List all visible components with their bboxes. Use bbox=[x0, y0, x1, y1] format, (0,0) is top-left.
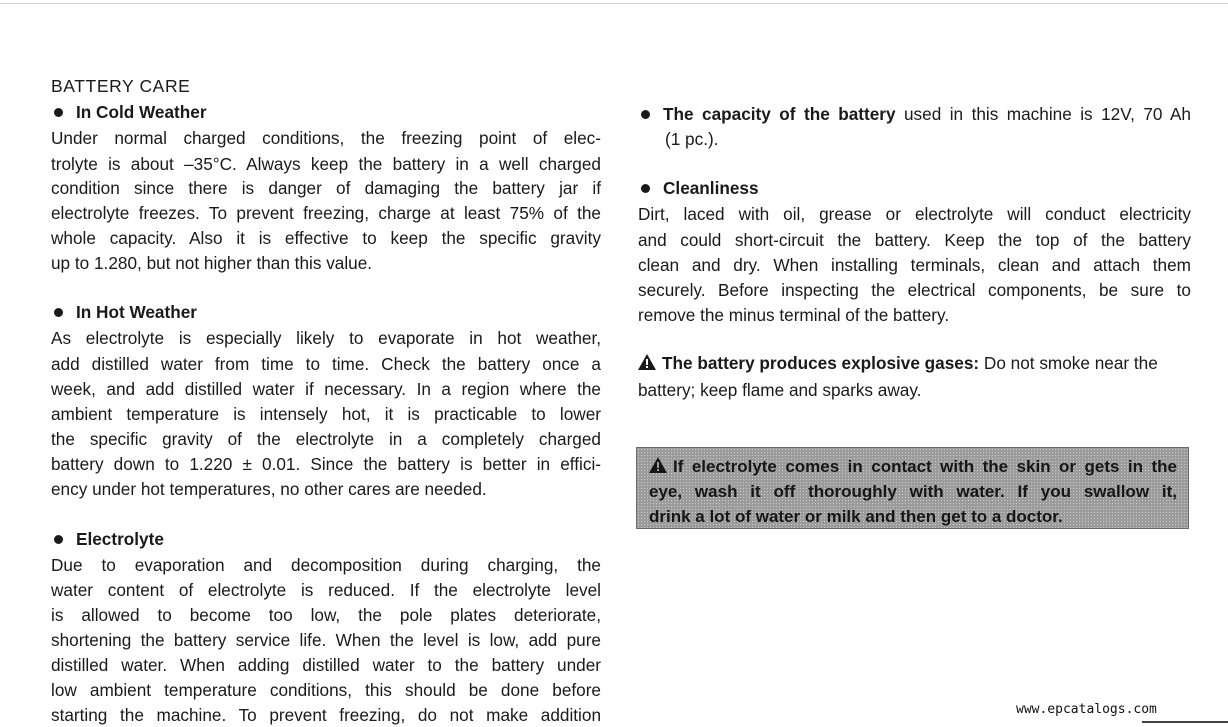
top-border bbox=[0, 3, 1228, 4]
cold-line-2: trolyte is about –35°C. Always keep the battery in a well charged bbox=[51, 154, 601, 174]
warning-triangle-icon bbox=[649, 457, 667, 478]
warning-line-1: If electrolyte comes in contact with the skin or gets in the bbox=[649, 456, 1177, 477]
clean-line-5: remove the minus terminal of the battery. bbox=[638, 305, 950, 325]
electrolyte-line-2: water content of electrolyte is reduced. If the electrolyte level bbox=[51, 580, 601, 600]
subheading-cold-weather: In Cold Weather bbox=[51, 102, 601, 123]
warning-line-3: drink a lot of water or milk and then get to a doctor. bbox=[649, 507, 1063, 526]
cold-line-5: whole capacity. Also it is effective to keep the specific gravity bbox=[51, 228, 601, 248]
cold-line-6: up to 1.280, but not higher than this value. bbox=[51, 253, 373, 273]
subheading-cleanliness: Cleanliness bbox=[638, 178, 1191, 199]
hot-line-7: ency under hot temperatures, no other cares are needed. bbox=[51, 479, 487, 499]
cold-line-4: electrolyte freezes. To prevent freezing, charge at least 75% of the bbox=[51, 203, 601, 223]
bullet-icon bbox=[54, 108, 63, 117]
clean-line-1: Dirt, laced with oil, grease or electrolyte will conduct electricity bbox=[638, 204, 1191, 224]
hot-line-6: battery down to 1.220 ± 0.01. Since the battery is better in effici- bbox=[51, 454, 601, 474]
electrolyte-line-5: distilled water. When adding distilled water to the battery under bbox=[51, 655, 601, 675]
hot-line-3: week, and add distilled water if necessary. In a region where the bbox=[51, 379, 601, 399]
hot-line-2: add distilled water from time to time. Check the battery once a bbox=[51, 354, 601, 374]
bullet-icon bbox=[54, 535, 63, 544]
hot-line-5: the specific gravity of the electrolyte in a completely charged bbox=[51, 429, 601, 449]
electrolyte-line-1: Due to evaporation and decomposition during charging, the bbox=[51, 555, 601, 575]
footer-rule bbox=[1142, 721, 1228, 723]
subheading-electrolyte: Electrolyte bbox=[51, 529, 601, 550]
warning-line-2: eye, wash it off thoroughly with water. If you swallow it, bbox=[649, 482, 1177, 501]
section-title: BATTERY CARE bbox=[51, 76, 191, 96]
bullet-icon bbox=[54, 308, 63, 317]
footer-url: www.epcatalogs.com bbox=[1016, 702, 1157, 717]
electrolyte-line-3: is allowed to become too low, the pole plates deteriorate, bbox=[51, 605, 601, 625]
hot-line-1: As electrolyte is especially likely to evaporate in hot weather, bbox=[51, 328, 601, 348]
cold-line-3: condition since there is danger of damaging the battery jar if bbox=[51, 178, 601, 198]
warning-triangle-icon bbox=[638, 354, 656, 375]
electrolyte-line-6: low ambient temperature conditions, this should be done before bbox=[51, 680, 601, 700]
capacity-line-2: (1 pc.). bbox=[665, 129, 719, 149]
bullet-icon bbox=[641, 110, 650, 119]
subheading-hot-weather: In Hot Weather bbox=[51, 302, 601, 323]
caution-line-1: The battery produces explosive gases: Do not smoke near the bbox=[638, 353, 1191, 374]
clean-line-3: clean and dry. When installing terminals, clean and attach them bbox=[638, 255, 1191, 275]
clean-line-2: and could short-circuit the battery. Keep the top of the battery bbox=[638, 230, 1191, 250]
capacity-line-1: The capacity of the battery used in this machine is 12V, 70 Ah bbox=[638, 104, 1191, 125]
clean-line-4: securely. Before inspecting the electrical components, be sure to bbox=[638, 280, 1191, 300]
cold-line-1: Under normal charged conditions, the freezing point of elec- bbox=[51, 128, 601, 148]
bullet-icon bbox=[641, 184, 650, 193]
warning-box bbox=[636, 447, 1189, 529]
hot-line-4: ambient temperature is intensely hot, it is practicable to lower bbox=[51, 404, 601, 424]
electrolyte-line-7: starting the machine. To prevent freezing, do not make addition bbox=[51, 705, 601, 725]
electrolyte-line-4: shortening the battery service life. When the level is low, add pure bbox=[51, 630, 601, 650]
caution-line-2: battery; keep flame and sparks away. bbox=[638, 380, 922, 400]
